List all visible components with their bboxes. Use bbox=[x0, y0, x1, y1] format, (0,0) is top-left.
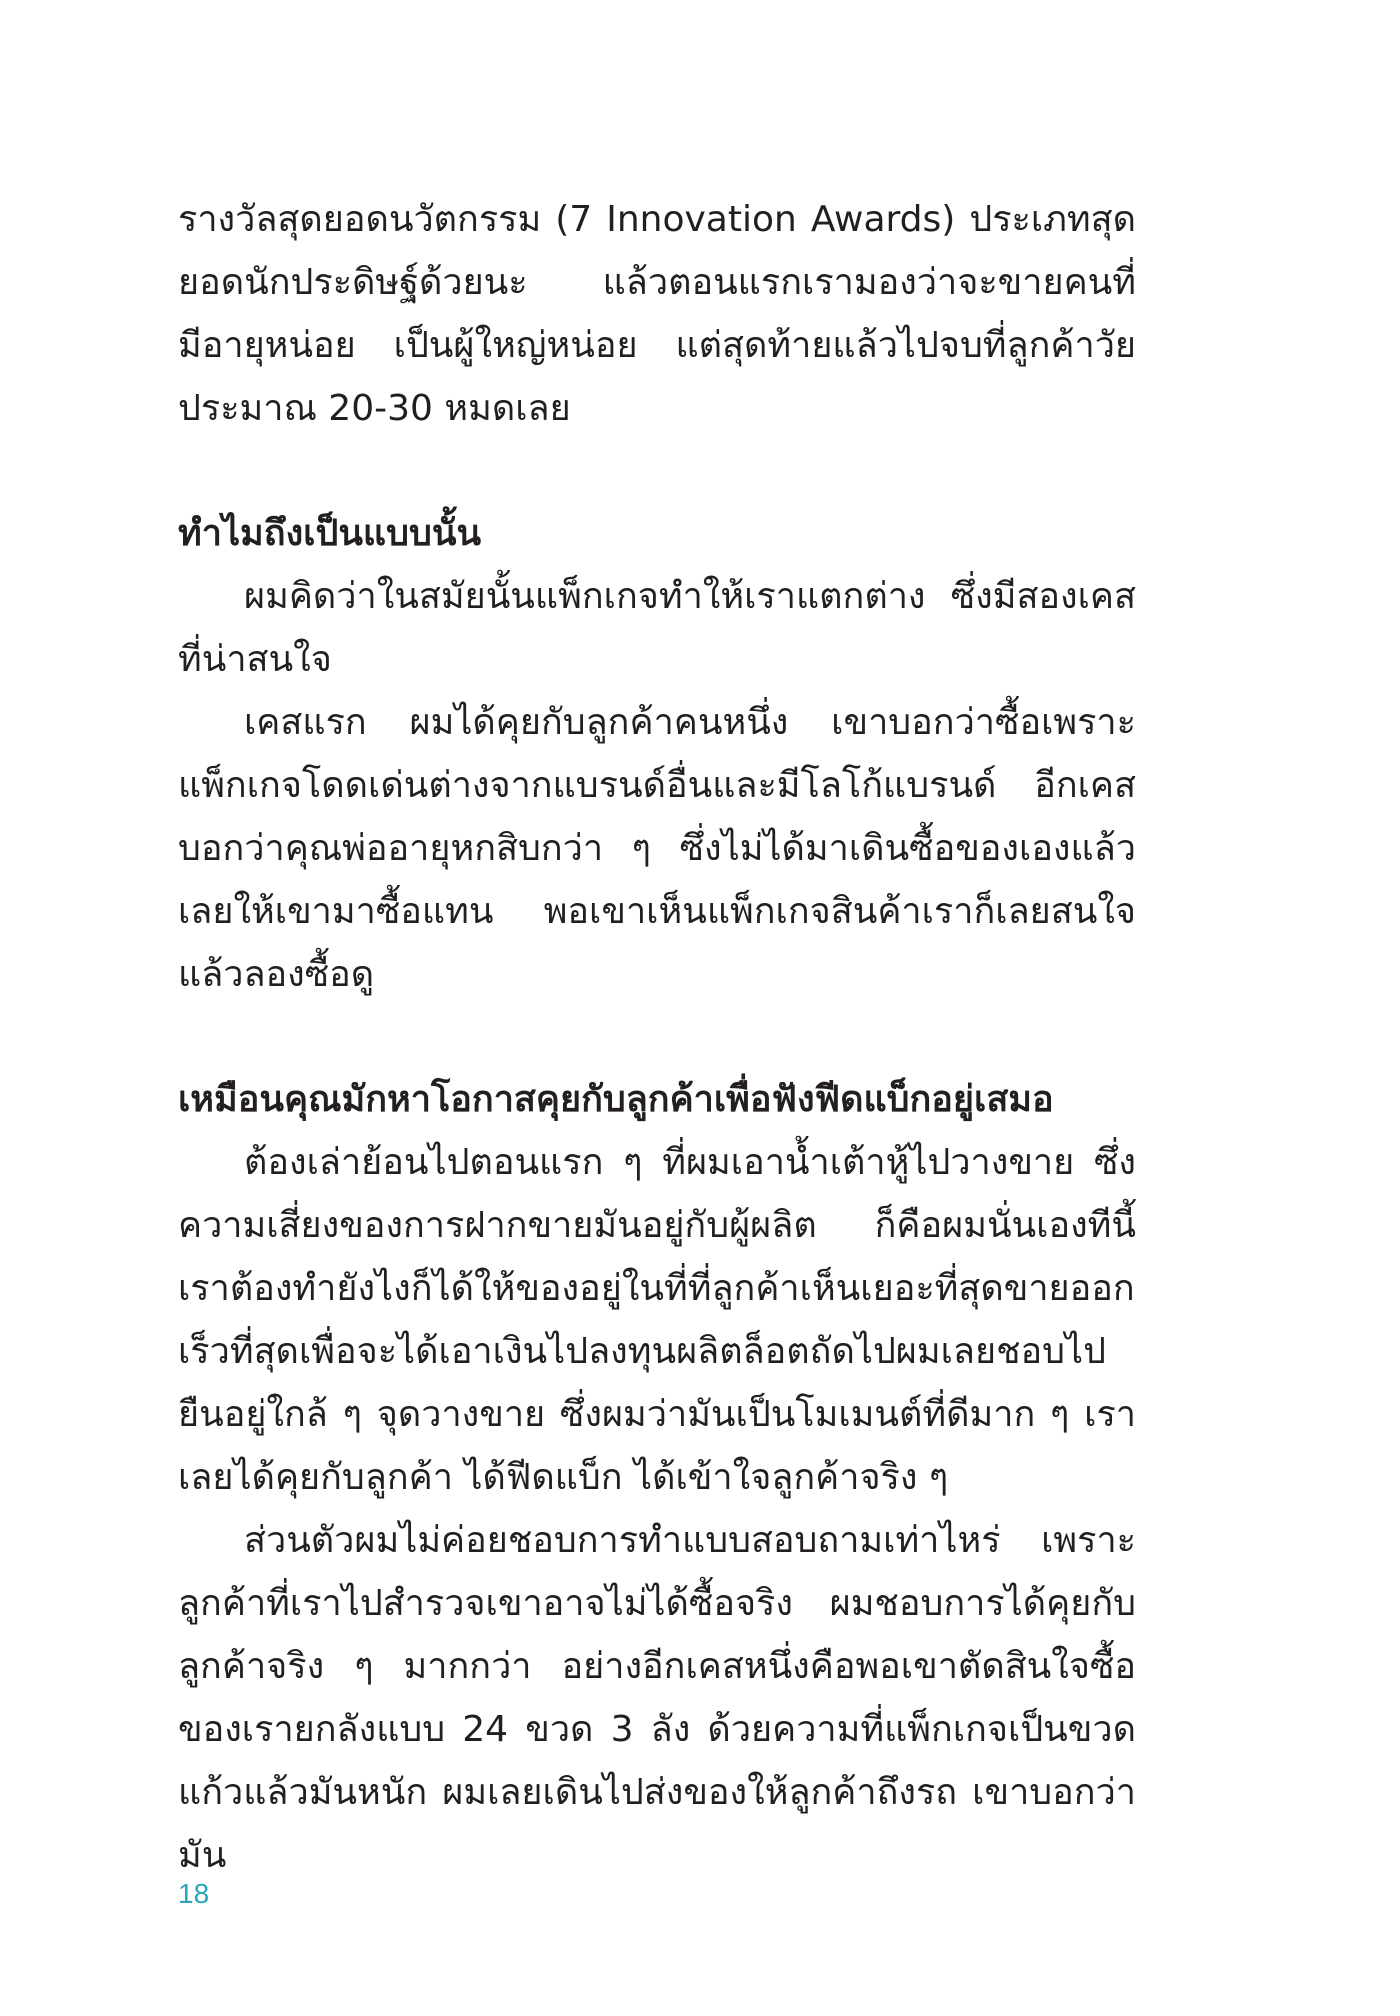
body-paragraph: ผมคิดว่าในสมัยนั้นแพ็กเกจทำให้เราแตกต่าง ซึ่งมีสองเคสที่น่าสนใจ bbox=[178, 576, 1136, 680]
section-heading: เหมือนคุณมักหาโอกาสคุยกับลูกค้าเพื่อฟังฟีดแบ็กอยู่เสมอ bbox=[178, 1079, 1054, 1120]
section-heading: ทำไมถึงเป็นแบบนั้น bbox=[178, 513, 482, 554]
section-spacer bbox=[178, 440, 1136, 502]
section-spacer bbox=[178, 1006, 1136, 1068]
intro-paragraph: รางวัลสุดยอดนวัตกรรม (7 Innovation Awards) ประเภทสุดยอดนักประดิษฐ์ด้วยนะ แล้วตอนแรกเรามองว่าจะขายคนที่มีอายุหน่อย เป็นผู้ใหญ่หน่อย แต่สุดท้ายแล้วไปจบที่ลูกค้าวัยประมาณ 20-30 หมดเลย bbox=[178, 199, 1136, 429]
body-paragraph: เคสแรก ผมได้คุยกับลูกค้าคนหนึ่ง เขาบอกว่าซื้อเพราะแพ็กเกจโดดเด่นต่างจากแบรนด์อื่นและมีโลโก้แบรนด์ อีกเคสบอกว่าคุณพ่ออายุหกสิบกว่า ๆ ซึ่งไม่ได้มาเดินซื้อของเองแล้วเลยให้เขามาซื้อแทน พอเขาเห็นแพ็กเกจสินค้าเราก็เลยสนใจแล้วลองซื้อดู bbox=[178, 702, 1136, 995]
page-number: 18 bbox=[178, 1878, 210, 1909]
body-paragraph: ส่วนตัวผมไม่ค่อยชอบการทำแบบสอบถามเท่าไหร่ เพราะลูกค้าที่เราไปสำรวจเขาอาจไม่ได้ซื้อจริง ผมชอบการได้คุยกับลูกค้าจริง ๆ มากกว่า อย่างอีกเคสหนึ่งคือพอเขาตัดสินใจซื้อของเรายกลังแบบ 24 ขวด 3 ลัง ด้วยความที่แพ็กเกจเป็นขวดแก้วแล้วมันหนัก ผมเลยเดินไปส่งของให้ลูกค้าถึงรถ เขาบอกว่ามัน bbox=[178, 1520, 1136, 1876]
body-paragraph: ต้องเล่าย้อนไปตอนแรก ๆ ที่ผมเอาน้ำเต้าหู้ไปวางขาย ซึ่งความเสี่ยงของการฝากขายมันอยู่กับผู้ผลิต ก็คือผมนั่นเองทีนี้เราต้องทำยังไงก็ได้ให้ของอยู่ในที่ที่ลูกค้าเห็นเยอะที่สุดขายออกเร็วที่สุดเพื่อจะได้เอาเงินไปลงทุนผลิตล็อตถัดไปผมเลยชอบไปยืนอยู่ใกล้ ๆ จุดวางขาย ซึ่งผมว่ามันเป็นโมเมนต์ที่ดีมาก ๆ เราเลยได้คุยกับลูกค้า ได้ฟีดแบ็ก ได้เข้าใจลูกค้าจริง ๆ bbox=[178, 1142, 1136, 1498]
page-body bbox=[178, 188, 1136, 1887]
